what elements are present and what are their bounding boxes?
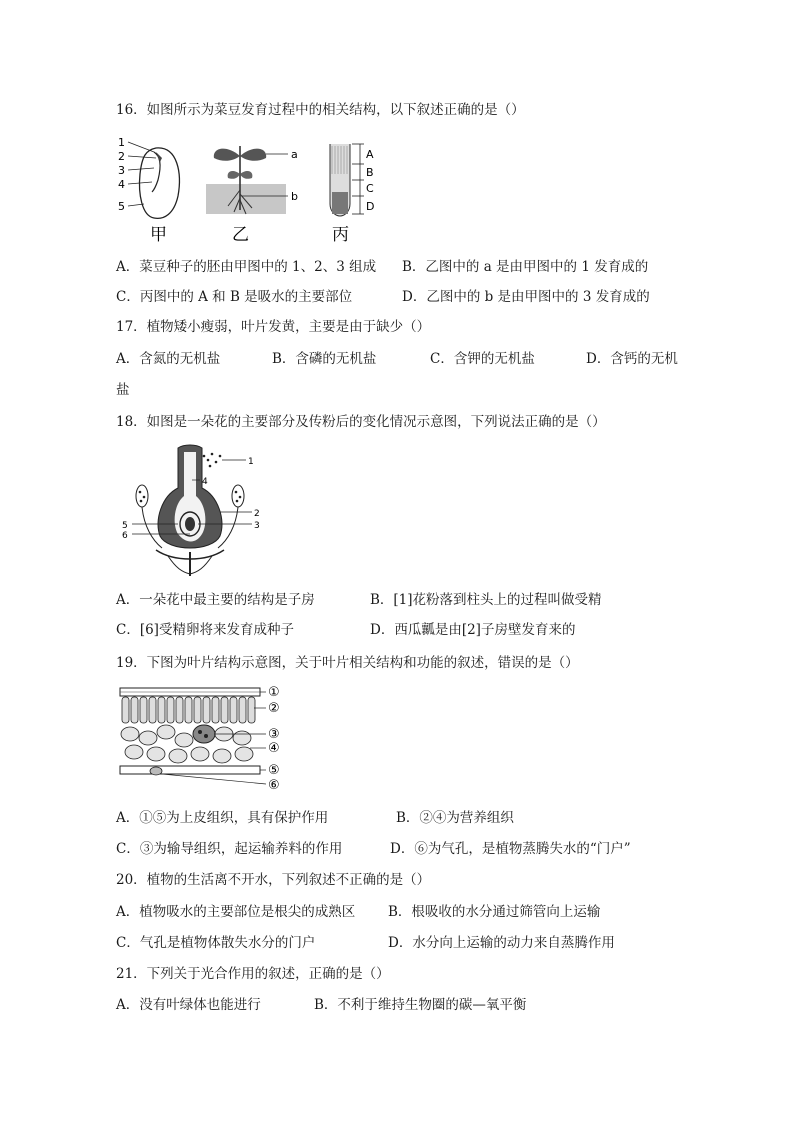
root-tip-diagram-bing [330,144,374,245]
root-label-A: A [366,148,374,161]
q20-option-c[interactable]: C．气孔是植物体散失水分的门户 [116,935,316,951]
q18-option-d[interactable]: D．西瓜瓤是由[2]子房壁发育来的 [370,622,576,638]
leaf-cross-section-diagram [120,685,280,792]
seed-label-1: 1 [118,136,125,149]
q19-option-c[interactable]: C．③为输导组织，起运输养料的作用 [116,841,343,857]
q19-figure [116,684,296,792]
figure-label-bing: 丙 [332,225,349,245]
root-label-D: D [366,200,375,213]
leaf-label-2: ② [268,701,280,716]
q18-option-a[interactable]: A．一朵花中最主要的结构是子房 [116,592,315,608]
q21-option-a[interactable]: A．没有叶绿体也能进行 [116,997,261,1013]
q19-option-d[interactable]: D．⑥为气孔，是植物蒸腾失水的“门户” [390,841,631,857]
q16-option-b[interactable]: B．乙图中的 a 是由甲图中的 1 发育成的 [402,259,649,275]
q17-option-b[interactable]: B．含磷的无机盐 [272,351,377,367]
seed-label-2: 2 [118,150,125,163]
q16-figure [116,134,396,246]
q19-stem: 19．下图为叶片结构示意图，关于叶片相关结构和功能的叙述，错误的是（） [116,655,579,671]
seedling-diagram-yi [206,146,298,245]
flower-label-2: 2 [254,509,260,519]
q19-option-a[interactable]: A．①⑤为上皮组织，具有保护作用 [116,810,329,826]
q20-option-a[interactable]: A．植物吸水的主要部位是根尖的成熟区 [116,904,356,920]
q21-option-b[interactable]: B．不利于维持生物圈的碳—氧平衡 [314,997,527,1013]
leaf-label-5: ⑤ [268,763,280,778]
q16-stem: 16．如图所示为菜豆发育过程中的相关结构，以下叙述正确的是（） [116,102,525,118]
seedling-label-a: a [291,148,298,161]
q20-stem: 20．植物的生活离不开水，下列叙述不正确的是（） [116,872,431,888]
q20-option-d[interactable]: D．水分向上运输的动力来自蒸腾作用 [388,935,615,951]
q18-option-c[interactable]: C．[6]受精卵将来发育成种子 [116,622,294,638]
q18-option-b[interactable]: B．[1]花粉落到柱头上的过程叫做受精 [370,592,602,608]
q16-option-a[interactable]: A．菜豆种子的胚由甲图中的 1、2、3 组成 [116,259,377,275]
q19-option-b[interactable]: B．②④为营养组织 [396,810,514,826]
seedling-label-b: b [291,190,298,203]
figure-label-jia: 甲 [150,225,167,245]
figure-label-yi: 乙 [232,225,249,245]
root-label-C: C [366,182,374,195]
root-label-B: B [366,166,374,179]
flower-label-5: 5 [122,521,128,531]
leaf-label-4: ④ [268,741,280,756]
q17-stem: 17．植物矮小瘦弱，叶片发黄，主要是由于缺少（） [116,319,431,335]
seed-diagram-jia [118,136,179,245]
q16-option-d[interactable]: D．乙图中的 b 是由甲图中的 3 发育成的 [402,289,650,305]
q18-figure [116,440,266,580]
q17-option-d-wrap: 盐 [116,382,130,398]
seed-label-4: 4 [118,178,125,191]
q17-option-d[interactable]: D．含钙的无机 [586,351,678,367]
flower-label-1: 1 [248,457,254,467]
q17-option-c[interactable]: C．含钾的无机盐 [430,351,535,367]
leaf-label-3: ③ [268,727,280,742]
q20-option-b[interactable]: B．根吸收的水分通过筛管向上运输 [388,904,601,920]
seed-label-3: 3 [118,164,125,177]
flower-label-3: 3 [254,521,260,531]
q17-option-a[interactable]: A．含氮的无机盐 [116,351,221,367]
flower-label-4: 4 [202,477,208,487]
leaf-label-1: ① [268,685,280,700]
flower-label-6: 6 [122,531,128,541]
q21-stem: 21．下列关于光合作用的叙述，正确的是（） [116,966,390,982]
q18-stem: 18．如图是一朵花的主要部分及传粉后的变化情况示意图，下列说法正确的是（） [116,414,606,430]
flower-diagram [122,445,260,576]
q16-option-c[interactable]: C．丙图中的 A 和 B 是吸水的主要部位 [116,289,353,305]
leaf-label-6: ⑥ [268,778,280,792]
seed-label-5: 5 [118,200,125,213]
